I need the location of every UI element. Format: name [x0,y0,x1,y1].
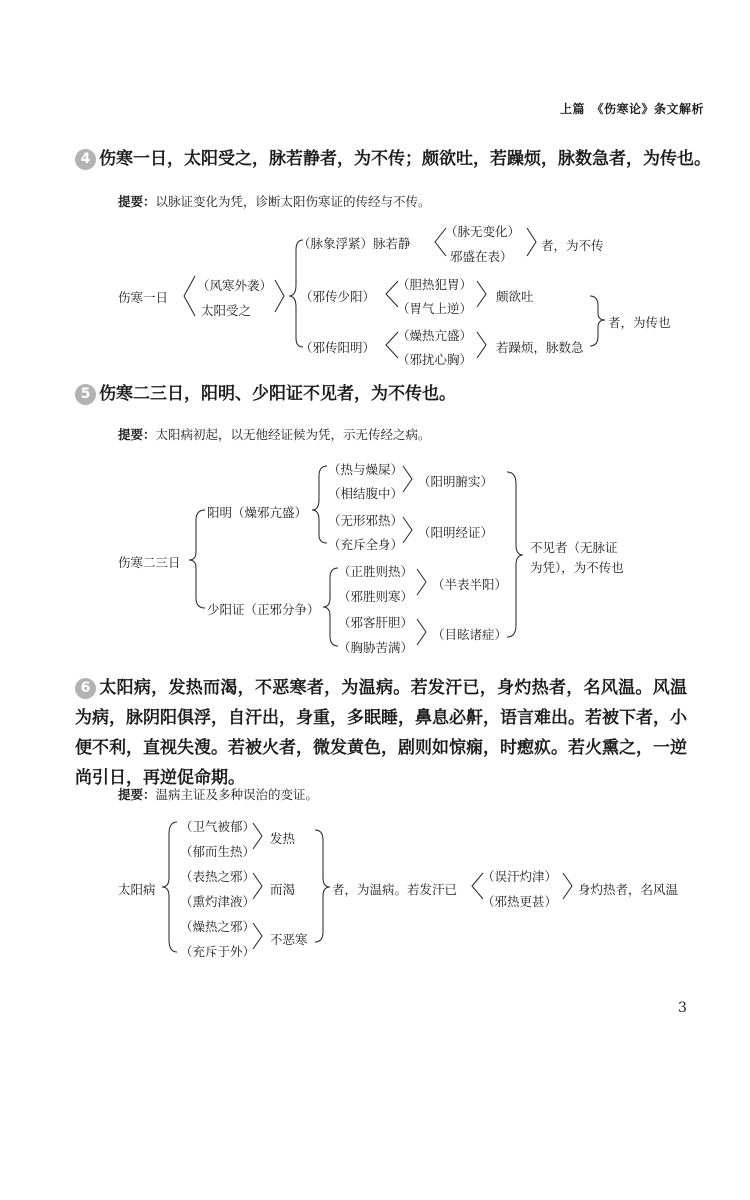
bracket-line [253,923,262,949]
bracket-line [403,466,412,492]
hint-text: 太阳病初起，以无他经证候为凭，示无传经之病。 [155,427,431,442]
hint-label: 提要： [118,427,156,442]
diagram-node: （邪传阳明） [300,340,376,355]
diagram-node: （目眩诸症） [432,627,508,642]
diagram-node: （燥热亢盛） [397,328,473,343]
diagram-root: 伤寒二三日 [118,555,181,570]
diagram-node: （半表半阳） [432,577,508,592]
diagram-node: （胆热犯胃） [397,277,473,292]
bracket-line [289,240,303,347]
bracket-line [477,332,486,358]
diagram-node: 不见者（无脉证 [530,540,618,555]
article-6-body: 太阳病，发热而渴，不恶寒者，为温病。若发汗已，身灼热者，名风温。风温为病，脉阴阳俱浮，自汗出，身重，多眠睡，鼻息必鼾，语言难出。若被下者，小便不利，直视失溲。若被火者，微发黄色，剧则如惊痫，时瘛疭。若火熏之，一逆尚引日，再逆促命期。 [75,678,687,788]
hint-text: 温病主证及多种误治的变证。 [155,787,319,802]
hint-label: 提要： [118,194,156,209]
bracket-line [323,568,338,646]
diagram-node: （胸胁苦满） [338,640,414,655]
bracket-line [184,276,195,316]
bracket-line [386,332,398,358]
diagram-node: （阳明经证） [418,525,494,540]
diagram-node: （脉无变化） [445,224,521,239]
article-number-badge: 4 [75,149,96,170]
diagram-node: （正胜则热） [338,564,414,579]
diagram-node: 者，为传也 [608,315,671,330]
diagram-node: （邪热更甚） [482,894,558,909]
article-5-body: 伤寒二三日，阳明、少阳证不见者，为不传也。 [99,384,456,404]
hint-label: 提要： [118,787,156,802]
diagram-node: （表热之邪） [180,869,256,884]
diagram-node: （胃气上逆） [397,301,473,316]
article-4-body: 伤寒一日，太阳受之，脉若静者，为不传；颇欲吐，若躁烦，脉数急者，为传也。 [99,149,711,169]
running-head: 上篇 《伤寒论》条文解析 [560,102,705,116]
bracket-line [312,466,327,543]
bracket-line [315,830,330,942]
diagram-root: 伤寒一日 [118,290,169,305]
article-number-badge: 5 [75,384,96,405]
diagram-node: 不恶寒 [270,932,308,947]
bracket-line [417,569,426,595]
bracket-line [403,517,412,543]
diagram-root: 太阳病 [118,882,156,897]
diagram-node: （相结腹中） [328,486,404,501]
bracket-line [162,822,177,952]
bracket-line [477,281,486,307]
bracket-line [275,280,284,312]
diagram-node: （脉象浮紧）脉若静 [298,236,411,251]
diagram-node: （邪客肝胆） [338,615,414,630]
bracket-line [417,619,426,645]
diagram-node: 发热 [270,831,296,846]
diagram-node: （充斥全身） [328,537,404,552]
diagram-node: 身灼热者，名风温 [578,882,679,897]
page-number: 3 [678,1000,687,1016]
diagram-node: （邪传少阳） [300,289,376,304]
bracket-line [189,510,205,608]
diagram-node: （热与燥屎） [328,462,404,477]
diagram-node: （郁而生热） [180,844,256,859]
diagram-node: （阳明腑实） [418,474,494,489]
diagram-node: 者，为温病。若发汗已 [332,882,458,897]
bracket-line [435,228,446,256]
bracket-line [527,228,536,256]
bracket-line [507,472,523,637]
diagram-node: 为凭），为不传也 [530,560,624,575]
diagram-node: 颇欲吐 [496,289,534,304]
diagram-node: （风寒外袭） [197,278,273,293]
diagram-node: 邪盛在表） [450,249,513,264]
diagram-node: （熏灼津液） [180,894,256,909]
diagram-node: （无形邪热） [328,513,404,528]
diagram-node: （燥热之邪） [180,919,256,934]
diagram-node: 少阳证（正邪分争） [207,602,320,617]
article-number-badge: 6 [75,678,96,699]
diagram-node: （邪胜则寒） [338,589,414,604]
bracket-line [472,873,483,899]
diagram-node: （充斥于外） [180,944,256,959]
bracket-line [253,823,262,849]
diagram-node: 阳明（燥邪亢盛） [207,505,308,520]
diagram-node: （误汗灼津） [482,869,558,884]
diagram-node: （邪扰心胸） [397,352,473,367]
bracket-line [590,296,605,346]
hint-text: 以脉证变化为凭，诊断太阳伤寒证的传经与不传。 [155,194,431,209]
diagram-node: 若躁烦，脉数急 [496,340,584,355]
bracket-line [253,873,262,899]
bracket-line [563,873,572,899]
diagram-node: 太阳受之 [201,303,252,318]
bracket-line [386,281,398,307]
diagram-node: 者，为不传 [541,238,604,253]
diagram-node: 而渴 [270,882,296,897]
diagram-node: （卫气被郁） [180,819,256,834]
